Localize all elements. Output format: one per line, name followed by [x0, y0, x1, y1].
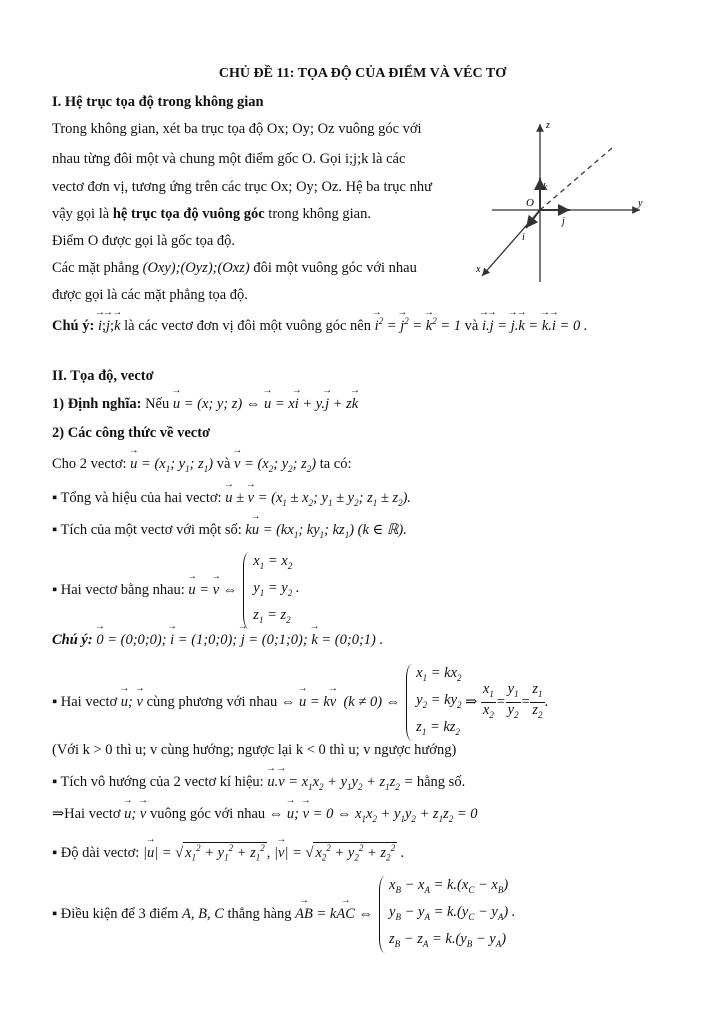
text-span: vuông góc với nhau — [146, 806, 269, 822]
dot-product-line: ▪ Tích vô hướng của 2 vectơ kí hiệu: → $u.\to v = x_1x_2 + y_1y_2 + z_1z_2$ = hằng số. — [52, 774, 465, 792]
note-1: Chú ý: → i;→ j;→ k là các vectơ đơn vị đôi một vuông góc nên → $i^2$ = → $j^2$ = → $k^2 = 1$ và → i.→ j = → j.→ k = → k.→ i = 0 . — [52, 316, 587, 335]
text-span: thẳng hàng — [223, 905, 296, 922]
text-span: hằng số. — [413, 774, 466, 790]
text-span: ▪ Hai vectơ — [52, 693, 121, 710]
text-span: ▪ Tổng và hiệu của hai vectơ: — [52, 490, 226, 506]
para-1-line-2: nhau từng đôi một và chung một điểm gốc O. Gọi i;j;k là các — [52, 151, 406, 167]
text-span: ta có: — [316, 456, 352, 472]
note-and: và — [461, 317, 482, 334]
text-span: Các mặt phẳng — [52, 260, 143, 276]
text-span: ⇒Hai vectơ — [52, 806, 125, 822]
text-span: ▪ Tích của một vectơ với một số: — [52, 522, 246, 538]
k-label: k — [543, 182, 548, 193]
planes-line-1 — [52, 260, 417, 277]
text-span: ▪ Điều kiện để 3 điểm — [52, 905, 182, 922]
given-vectors-line: Cho 2 vectơ: → $u = (x_1$; $y_1$; $z_1$) và → $v = (x_2$; $y_2$; $z_2$) ta có: — [52, 456, 352, 474]
text-span: cùng phương với nhau — [142, 693, 281, 710]
definition-line: 1) Định nghĩa: Nếu → u = (x; y; z) ⇔ → u = x→ i + y.→ j + z→ k — [52, 396, 358, 413]
j-label: j — [562, 216, 565, 227]
origin-label: O — [526, 197, 534, 209]
section-1-heading: I. Hệ trục tọa độ trong không gian — [52, 94, 264, 110]
z-label: z — [546, 120, 550, 131]
three-points-line: ▪ Điều kiện để 3 điểm A, B, C thẳng hàng → AB = k→ AC ⇔ $x_B - x_A = k.(x_C - x_B)$ $y_B - y_A = k.(y_C - y_A)$ . $z_B - z_A = k.(y_B - y_A)$ — [52, 874, 515, 955]
i-vector — [526, 210, 540, 228]
collinear-vectors-line: ▪ Hai vectơ → u; → v cùng phương với nhau ⇔ → u = k→ v (k ≠ 0) ⇔ $x_1 = kx_2$ $y_2 = ky_2$ $z_1 = kz_2$ ⇒ $\frac{x_1}{x_2}$ = $\frac{y_1}{y_2}$ = $\frac{z_1}{z_2}$ . — [52, 662, 548, 743]
text-span: Nếu — [141, 396, 173, 412]
text-span: và — [213, 456, 234, 472]
planes-line-2: được gọi là các mặt phẳng tọa độ. — [52, 287, 248, 303]
equal-vectors-line: ▪ Hai vectơ bằng nhau: → u = → v ⇔ $x_1 = x_2$ $y_1 = y_2$ . $z_1 = z_2$ — [52, 550, 299, 631]
scalar-multiply-line: ▪ Tích của một vectơ với một số: $k\to u = (kx_1$; $ky_1$; $kz_1$) (k ∈ ℝ). — [52, 522, 407, 540]
text-span: vậy gọi là — [52, 206, 113, 222]
note-text: là các vectơ đơn vị đôi một vuông góc nên — [120, 317, 375, 334]
section-2-heading: II. Tọa độ, vectơ — [52, 368, 154, 384]
text-span: trong không gian. — [264, 206, 371, 222]
length-line: ▪ Độ dài vectơ: |→ u| = √ $x_1^2 + y_1^2 + z_1^2$ , |→ v| = √ $x_2^2 + y_2^2 + z_2^2$ . — [52, 842, 404, 863]
x-label: x — [476, 264, 481, 275]
direction-note: (Với k > 0 thì u; v cùng hướng; ngược lại k < 0 thì u; v ngược hướng) — [52, 742, 457, 758]
formulas-heading: 2) Các công thức về vectơ — [52, 425, 211, 441]
para-1-line-3: vectơ đơn vị, tương ứng trên các trục Ox; Oy; Oz. Hệ ba trục như — [52, 179, 432, 195]
coordinate-system-figure — [470, 110, 670, 290]
para-1-line-1: Trong không gian, xét ba trục tọa độ Ox; Oy; Oz vuông góc với — [52, 121, 422, 137]
para-1-line-4 — [52, 206, 371, 223]
text-span: ▪ Độ dài vectơ: — [52, 844, 143, 861]
text-span: ▪ Tích vô hướng của 2 vectơ kí hiệu: — [52, 774, 268, 790]
y-label: y — [638, 198, 643, 209]
text-span: đôi một vuông góc với nhau — [249, 260, 417, 276]
x-axis-dashed — [540, 148, 612, 210]
planes-formula: (Oxy);(Oyz);(Oxz) — [142, 260, 250, 276]
text-span: ▪ Hai vectơ bằng nhau: — [52, 581, 189, 598]
perpendicular-line: ⇒Hai vectơ → u; → v vuông góc với nhau ⇔ → u; → v = 0 ⇔ $x_1x_2 + y_1y_2 + z_1z_2 = 0$ — [52, 806, 478, 824]
text-span: Cho 2 vectơ: — [52, 456, 131, 472]
definition-label: 1) Định nghĩa: — [52, 396, 142, 412]
note-label: Chú ý: — [52, 317, 95, 334]
i-label: i — [522, 232, 525, 243]
note-2: Chú ý: → 0 = (0;0;0); → i = (1;0;0); → j = (0;1;0); → k = (0;0;1) . — [52, 632, 383, 649]
note-label: Chú ý: — [52, 632, 93, 648]
bold-term: hệ trục tọa độ vuông góc — [112, 206, 265, 222]
origin-sentence: Điểm O được gọi là gốc tọa độ. — [52, 233, 236, 249]
sum-difference-line: ▪ Tổng và hiệu của hai vectơ: → u ± → $v = (x_1 \pm x_2$; $y_1 \pm y_2$; $z_1 \pm z_2$). — [52, 490, 411, 508]
page-title: CHỦ ĐỀ 11: TỌA ĐỘ CỦA ĐIỂM VÀ VÉC TƠ — [218, 66, 507, 81]
points-label: A, B, C — [181, 905, 224, 922]
